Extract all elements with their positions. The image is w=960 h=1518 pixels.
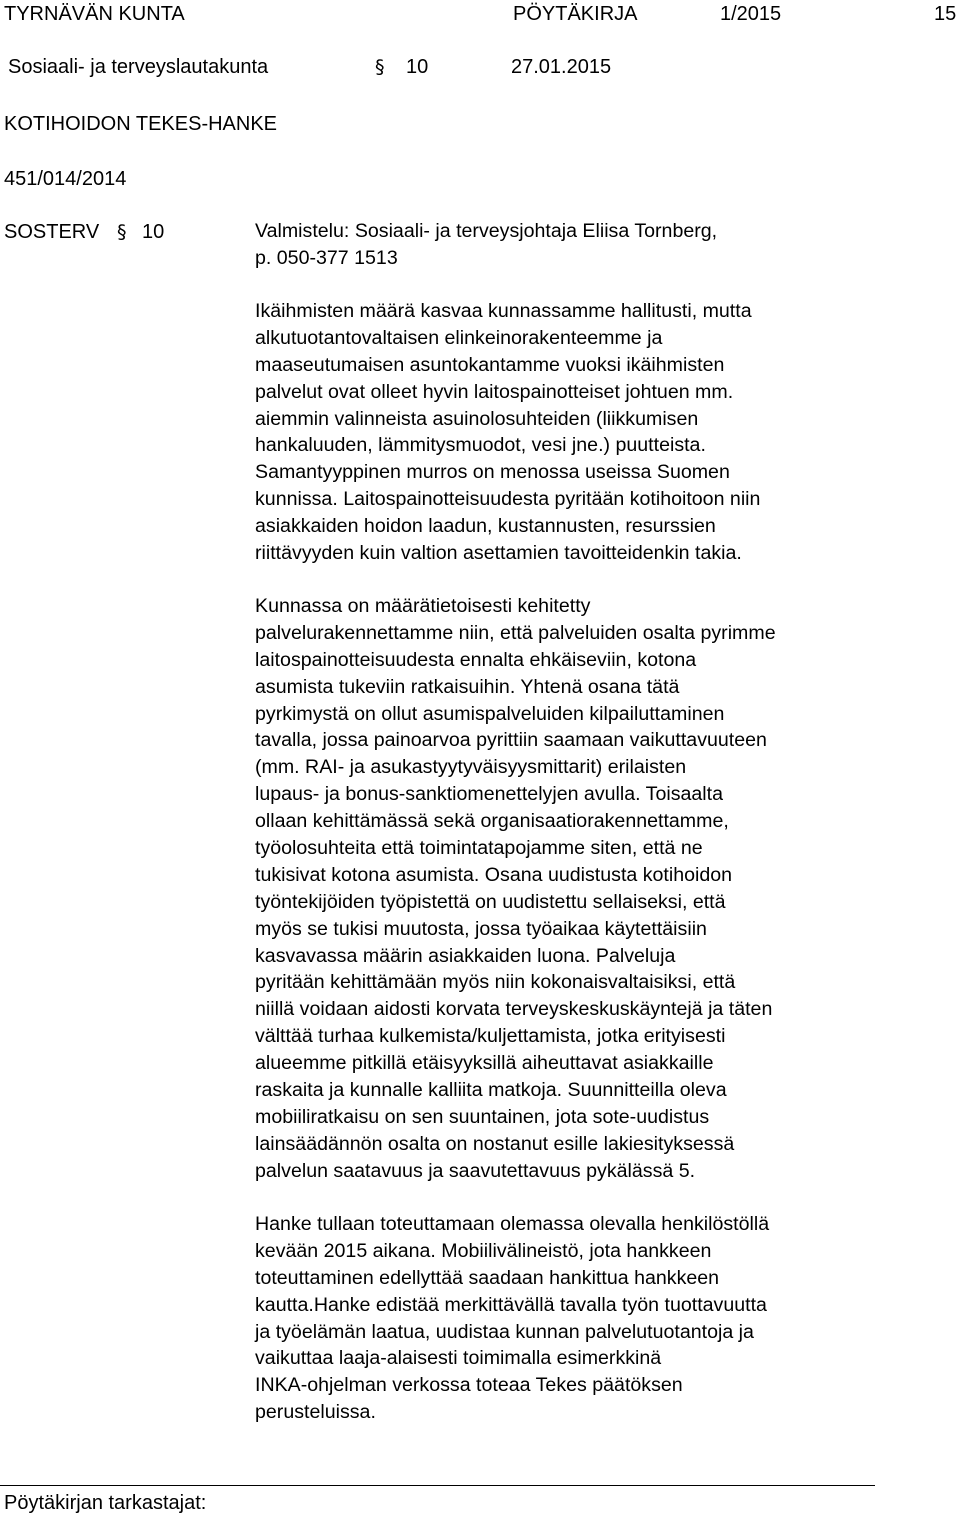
text-line: työolosuhteita että toimintatapojamme siten, että ne	[255, 837, 703, 860]
item-title: KOTIHOIDON TEKES-HANKE	[4, 113, 278, 135]
municipality-name: TYRNÄVÄN KUNTA	[4, 3, 185, 25]
text-line: tavalla, jossa painoarvoa pyrittiin saamaan vaikuttavuuteen	[255, 729, 767, 752]
text-line: palvelurakennettamme niin, että palveluiden osalta pyrimme	[255, 621, 776, 644]
preparation-line: Valmistelu: Sosiaali- ja terveysjohtaja Eliisa Tornberg,	[255, 220, 718, 242]
text-line: toteuttaminen edellyttää saadaan hankittua hankkeen	[255, 1266, 720, 1289]
text-line: Kunnassa on määrätietoisesti kehitetty	[255, 595, 591, 617]
section-number: 10	[406, 56, 429, 78]
text-line: riittävyyden kuin valtion asettamien tavoitteidenkin takia.	[255, 542, 742, 565]
text-line: Samantyyppinen murros on menossa useissa Suomen	[255, 461, 730, 484]
text-line: alueemme pitkillä etäisyyksillä aiheuttavat asiakkaille	[255, 1052, 714, 1075]
document-number: 1/2015	[720, 3, 782, 25]
text-line: asiakkaiden hoidon laadun, kustannusten, resurssien	[255, 515, 716, 538]
text-line: Hanke tullaan toteuttamaan olemassa olevalla henkilöstöllä	[255, 1213, 770, 1235]
text-line: ja työelämän laatua, uudistaa kunnan palvelutuotantoja ja	[255, 1320, 754, 1343]
text-line: ollaan kehittämässä sekä organisaatiorakennettamme,	[255, 810, 729, 833]
item-code-prefix: SOSTERV	[4, 221, 100, 243]
text-line: vaikuttaa laaja-alaisesti toimimalla esimerkkinä	[255, 1347, 662, 1370]
item-reference: 451/014/2014	[4, 168, 127, 190]
page-number: 15	[934, 3, 957, 25]
text-line: pyritään kehittämään myös niin kokonaisvaltaisiksi, että	[255, 971, 736, 994]
text-line: maaseutumaisen asuntokantamme vuoksi ikäihmisten	[255, 353, 725, 376]
text-line: välttää turhaa kulkemista/kuljettamista, jotka erityisesti	[255, 1025, 726, 1048]
text-line: kevään 2015 aikana. Mobiilivälineistö, jota hankkeen	[255, 1239, 712, 1262]
footer-divider	[0, 1485, 875, 1486]
text-line: aiemmin valinneista asuinolosuhteiden (liikkumisen	[255, 407, 699, 430]
text-line: alkutuotantovaltaisen elinkeinorakenteemme ja	[255, 326, 663, 349]
meeting-date: 27.01.2015	[511, 56, 612, 78]
text-line: hankaluuden, lämmitysmuodot, vesi jne.) puutteista.	[255, 434, 706, 457]
preparation-block	[255, 218, 935, 272]
text-line: INKA-ohjelman verkossa toteaa Tekes päätöksen	[255, 1374, 683, 1397]
text-line: palvelut ovat olleet hyvin laitospainotteiset johtuen mm.	[255, 380, 734, 403]
paragraph-2	[255, 593, 935, 1185]
paragraph-1	[255, 298, 935, 567]
text-line: pyrkimystä on ollut asumispalveluiden kilpailuttaminen	[255, 702, 725, 725]
text-line: asumista tukeviin ratkaisuihin. Yhtenä osana tätä	[255, 675, 680, 698]
board-name: Sosiaali- ja terveyslautakunta	[8, 56, 269, 78]
item-code-number: 10	[142, 221, 165, 243]
text-line: mobiiliratkaisu on sen suuntainen, jota sote-uudistus	[255, 1105, 710, 1128]
preparation-line: p. 050-377 1513	[255, 246, 398, 269]
text-line: tukisivat kotona asumista. Osana uudistusta kotihoidon	[255, 863, 733, 886]
text-line: palvelun saatavuus ja saavutettavuus pykälässä 5.	[255, 1159, 696, 1182]
section-symbol: §	[375, 56, 385, 78]
reviewers-label: Pöytäkirjan tarkastajat:	[4, 1492, 207, 1514]
text-line: raskaita ja kunnalle kalliita matkoja. Suunnitteilla oleva	[255, 1079, 727, 1102]
text-line: kasvavassa määrin asiakkaiden luona. Palveluja	[255, 944, 676, 967]
text-line: Ikäihmisten määrä kasvaa kunnassamme hallitusti, mutta	[255, 300, 752, 322]
text-line: lainsäädännön osalta on nostanut esille lakiesityksessä	[255, 1132, 735, 1155]
document-type: PÖYTÄKIRJA	[513, 3, 638, 25]
text-line: (mm. RAI- ja asukastyytyväisyysmittarit) erilaisten	[255, 756, 687, 779]
text-line: kautta.Hanke edistää merkittävällä tavalla työn tuottavuutta	[255, 1293, 767, 1316]
text-line: perusteluissa.	[255, 1401, 376, 1424]
text-line: laitospainotteisuudesta ennalta ehkäiseviin, kotona	[255, 648, 697, 671]
text-line: lupaus- ja bonus-sanktiomenettelyjen avulla. Toisaalta	[255, 783, 723, 806]
paragraph-3	[255, 1211, 935, 1426]
item-code-symbol: §	[117, 221, 127, 243]
text-line: kunnissa. Laitospainotteisuudesta pyritään kotihoitoon niin	[255, 488, 761, 511]
text-line: myös se tukisi muutosta, jossa työaikaa käytettäisiin	[255, 917, 707, 940]
text-line: työntekijöiden työpistettä on uudistettu sellaiseksi, että	[255, 890, 726, 913]
text-line: niillä voidaan aidosti korvata terveyskeskuskäyntejä ja täten	[255, 998, 773, 1021]
